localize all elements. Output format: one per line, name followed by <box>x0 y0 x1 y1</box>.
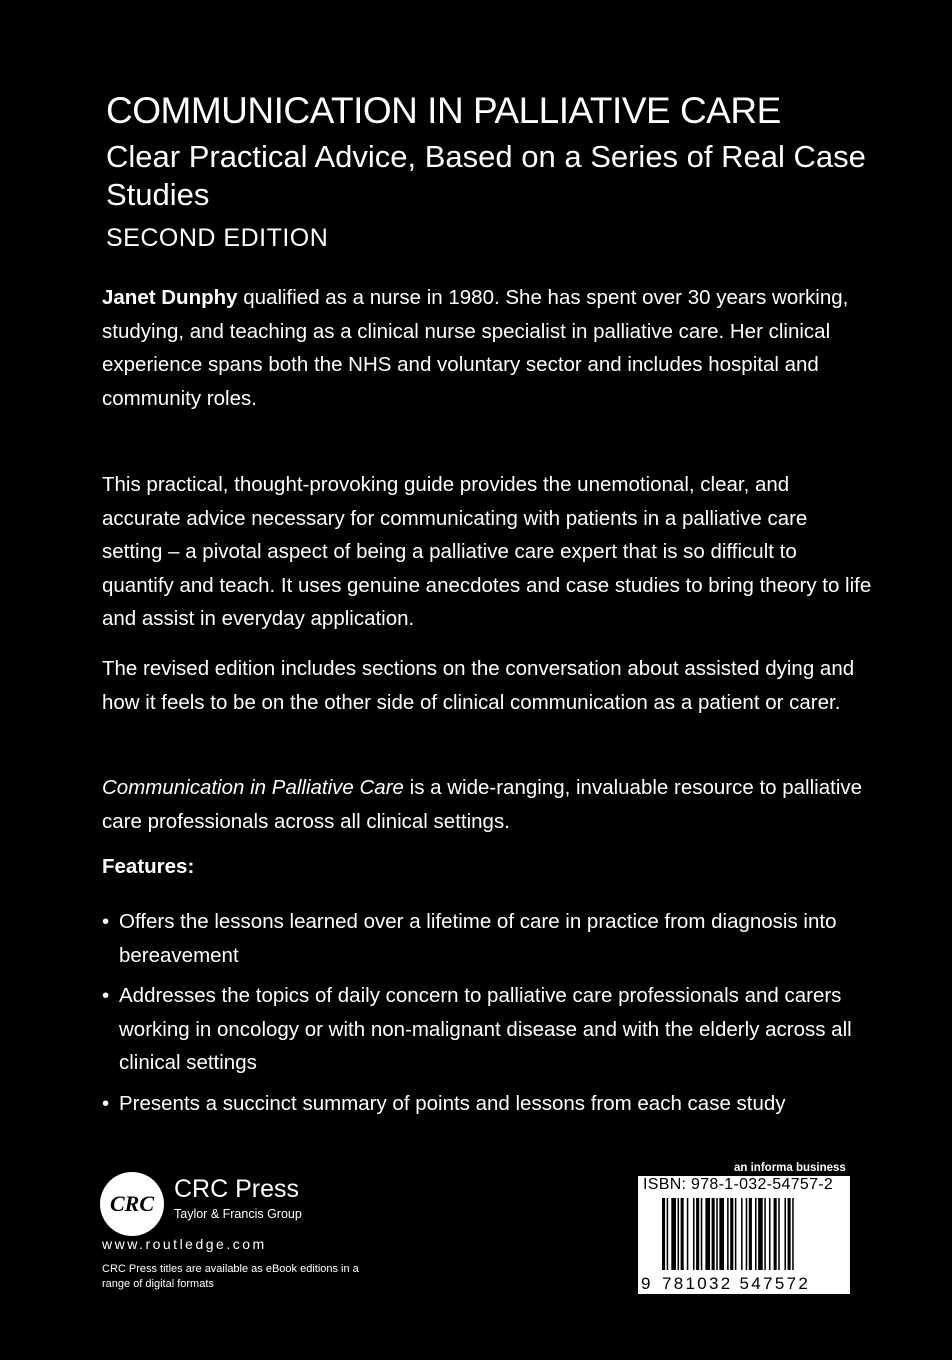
barcode-bar <box>716 1198 718 1270</box>
barcode-bar <box>792 1198 794 1270</box>
feature-text: Presents a succinct summary of points and lessons from each case study <box>119 1092 786 1115</box>
website-link[interactable]: www.routledge.com <box>102 1236 267 1252</box>
barcode-bar <box>712 1198 715 1270</box>
book-title-italic: Communication in Palliative Care <box>102 776 404 799</box>
barcode-bar <box>719 1198 724 1270</box>
barcode-bar <box>730 1198 733 1270</box>
crc-logo-icon <box>100 1172 164 1236</box>
isbn-text: ISBN: 978-1-032-54757-2 <box>643 1176 834 1193</box>
barcode-bar <box>687 1198 689 1270</box>
informa-tagline: an informa business <box>734 1162 846 1174</box>
description-paragraph-2: The revised edition includes sections on the conversation about assisted dying and how it feels to be on the other side of clinical communication as a patient or carer. <box>102 657 855 714</box>
barcode-bar <box>741 1198 743 1270</box>
barcode-bar <box>749 1198 752 1270</box>
barcode-bars <box>662 1198 842 1270</box>
features-heading: Features: <box>102 855 195 878</box>
feature-text: Addresses the topics of daily concern to palliative care professionals and carers working in oncology or with non-malignant disease and with the elderly across all clinical settings <box>119 984 852 1074</box>
bullet-icon: • <box>102 1092 110 1115</box>
barcode-bar <box>764 1198 766 1270</box>
barcode-bar <box>678 1198 680 1270</box>
feature-item <box>102 979 872 1080</box>
barcode-digits: 781032 547572 <box>662 1274 811 1293</box>
barcode-bar <box>667 1198 669 1270</box>
author-name: Janet Dunphy <box>102 286 238 309</box>
barcode-bar <box>681 1198 684 1270</box>
feature-item <box>102 905 872 972</box>
barcode-bar <box>778 1198 780 1270</box>
feature-item <box>102 1087 872 1121</box>
barcode-bar <box>788 1198 791 1270</box>
barcode-bar <box>769 1198 771 1270</box>
barcode-bar <box>727 1198 729 1270</box>
barcode-first-digit: 9 <box>641 1274 651 1293</box>
barcode-bar <box>735 1198 737 1270</box>
barcode <box>638 1176 850 1294</box>
barcode-bar <box>662 1198 665 1270</box>
barcode-bar <box>701 1198 703 1270</box>
barcode-bar <box>784 1198 786 1270</box>
barcode-bar <box>705 1198 710 1270</box>
book-subtitle: Clear Practical Advice, Based on a Series of Real Case Studies <box>106 139 866 212</box>
barcode-bar <box>696 1198 699 1270</box>
description-paragraph-1: This practical, thought-provoking guide provides the unemotional, clear, and accurate advice necessary for communicating with patients in a palliative care setting – a pivotal aspect of being a palliative care expert that is so difficult to quantify and teach. It uses genuine anecdotes and case studies to bring theory to life and assist in everyday application. <box>102 473 872 630</box>
bullet-icon: • <box>102 910 110 933</box>
book-title: COMMUNICATION IN PALLIATIVE CARE <box>106 90 781 131</box>
crc-logo-text: CRC <box>109 1191 155 1216</box>
barcode-bar <box>671 1198 676 1270</box>
author-bio-text: qualified as a nurse in 1980. She has spent over 30 years working, studying, and teaching as a clinical nurse specialist in palliative care. Her clinical experience spans both the NHS and voluntary sector and includes hospital and community roles. <box>102 286 849 410</box>
barcode-bar <box>774 1198 777 1270</box>
ebook-note: CRC Press titles are available as eBook editions in a range of digital formats <box>102 1263 359 1290</box>
barcode-bar <box>693 1198 695 1270</box>
feature-text: Offers the lessons learned over a lifetime of care in practice from diagnosis into bereavement <box>119 910 837 967</box>
publisher-group: Taylor & Francis Group <box>174 1207 302 1221</box>
bullet-icon: • <box>102 984 110 1007</box>
edition-label: SECOND EDITION <box>106 224 329 252</box>
barcode-bar <box>758 1198 763 1270</box>
barcode-bar <box>746 1198 748 1270</box>
barcode-bar <box>755 1198 757 1270</box>
description-paragraph-3-text: is a wide-ranging, invaluable resource to palliative care professionals across all clinical settings. <box>102 776 863 833</box>
author-bio <box>102 281 872 415</box>
description-paragraph-3 <box>102 771 872 838</box>
publisher-name: CRC Press <box>174 1175 300 1203</box>
